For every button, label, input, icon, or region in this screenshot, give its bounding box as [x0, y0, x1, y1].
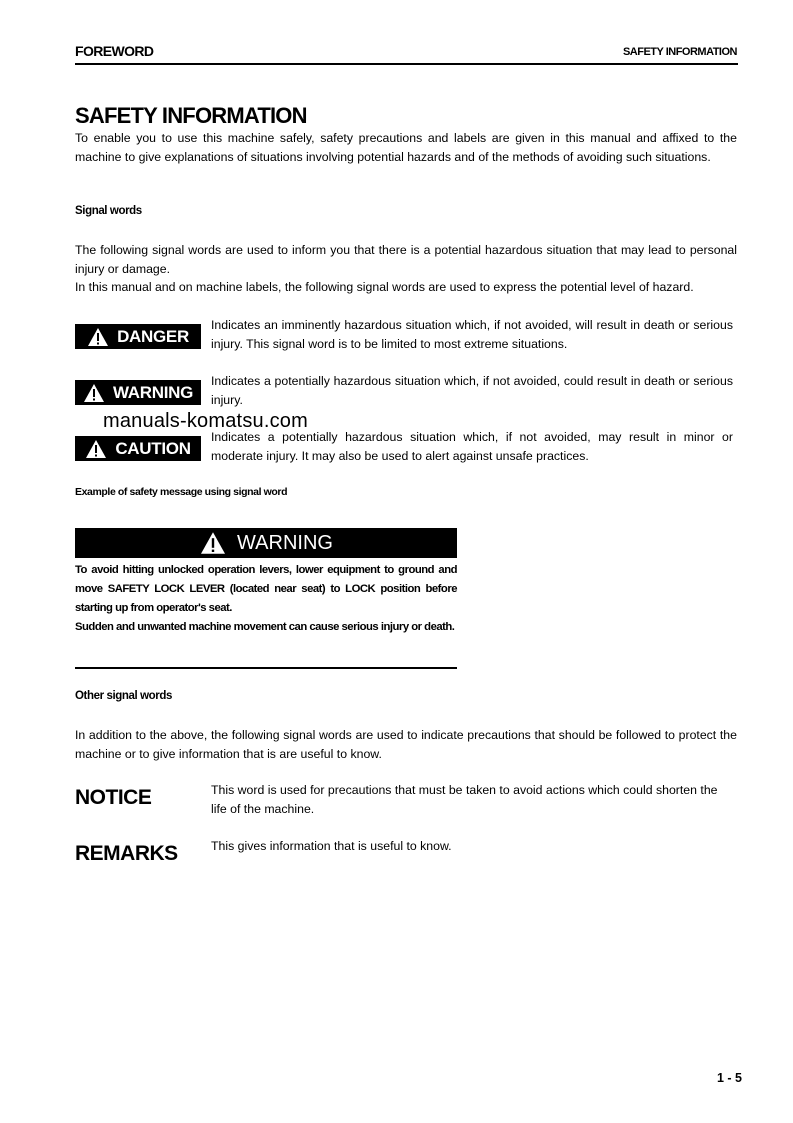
warning-triangle-icon: [199, 531, 227, 555]
notice-description: This word is used for precautions that must be taken to avoid actions which could shorten the life of the machine.: [211, 783, 718, 816]
watermark-text: manuals-komatsu.com: [103, 410, 308, 432]
header-rule: [75, 63, 738, 65]
example-warning-banner: [75, 528, 457, 558]
warning-triangle-icon: [83, 383, 105, 403]
caution-badge: [75, 436, 201, 461]
other-signal-words-paragraph: In addition to the above, the following signal words are used to indicate precautions that should be followed to protect the machine or to give information that is are useful to know.: [75, 728, 737, 761]
intro-paragraph: To enable you to use this machine safely, safety precautions and labels are given in this manual and affixed to the machine to give explanations of situations involving potential hazards and of the methods of avoiding such situations.: [75, 131, 737, 164]
header-page-topic: SAFETY INFORMATION: [622, 46, 737, 58]
signal-words-paragraph-1: The following signal words are used to inform you that there is a potential hazardous situation that may lead to personal injury or damage.: [75, 243, 737, 276]
notice-label: NOTICE: [75, 786, 152, 809]
other-signal-words-heading: Other signal words: [75, 690, 172, 702]
page-number: 1 - 5: [716, 1071, 742, 1085]
danger-badge: [75, 324, 201, 349]
example-warning-text: [75, 561, 457, 637]
example-warning-line-1: To avoid hitting unlocked operation levers, lower equipment to ground and move SAFETY LOCK LEVER (located near seat) to LOCK position before starting up from operator's seat.: [75, 564, 457, 614]
example-warning-line-2: Sudden and unwanted machine movement can cause serious injury or death.: [75, 621, 455, 633]
remarks-description: This gives information that is useful to know.: [211, 839, 452, 853]
danger-label: DANGER: [117, 326, 189, 346]
page-title: SAFETY INFORMATION: [75, 103, 307, 128]
example-heading: Example of safety message using signal word: [75, 486, 288, 498]
signal-words-paragraph-2: In this manual and on machine labels, the following signal words are used to express the potential level of hazard.: [75, 280, 694, 294]
warning-triangle-icon: [85, 439, 107, 459]
caution-description: Indicates a potentially hazardous situation which, if not avoided, may result in minor or moderate injury. It may also be used to alert against unsafe practices.: [211, 430, 733, 463]
example-bottom-rule: [75, 667, 457, 669]
example-banner-label: WARNING: [237, 531, 333, 554]
warning-badge: [75, 380, 201, 405]
warning-description: Indicates a potentially hazardous situation which, if not avoided, could result in death or serious injury.: [211, 374, 733, 407]
caution-label: CAUTION: [115, 438, 191, 458]
warning-label: WARNING: [112, 382, 194, 402]
header-section-label: FOREWORD: [75, 43, 154, 59]
danger-description: Indicates an imminently hazardous situation which, if not avoided, will result in death or serious injury. This signal word is to be limited to most extreme situations.: [211, 318, 733, 351]
remarks-label: REMARKS: [75, 842, 178, 865]
warning-triangle-icon: [87, 327, 109, 347]
signal-words-heading: Signal words: [75, 205, 142, 217]
